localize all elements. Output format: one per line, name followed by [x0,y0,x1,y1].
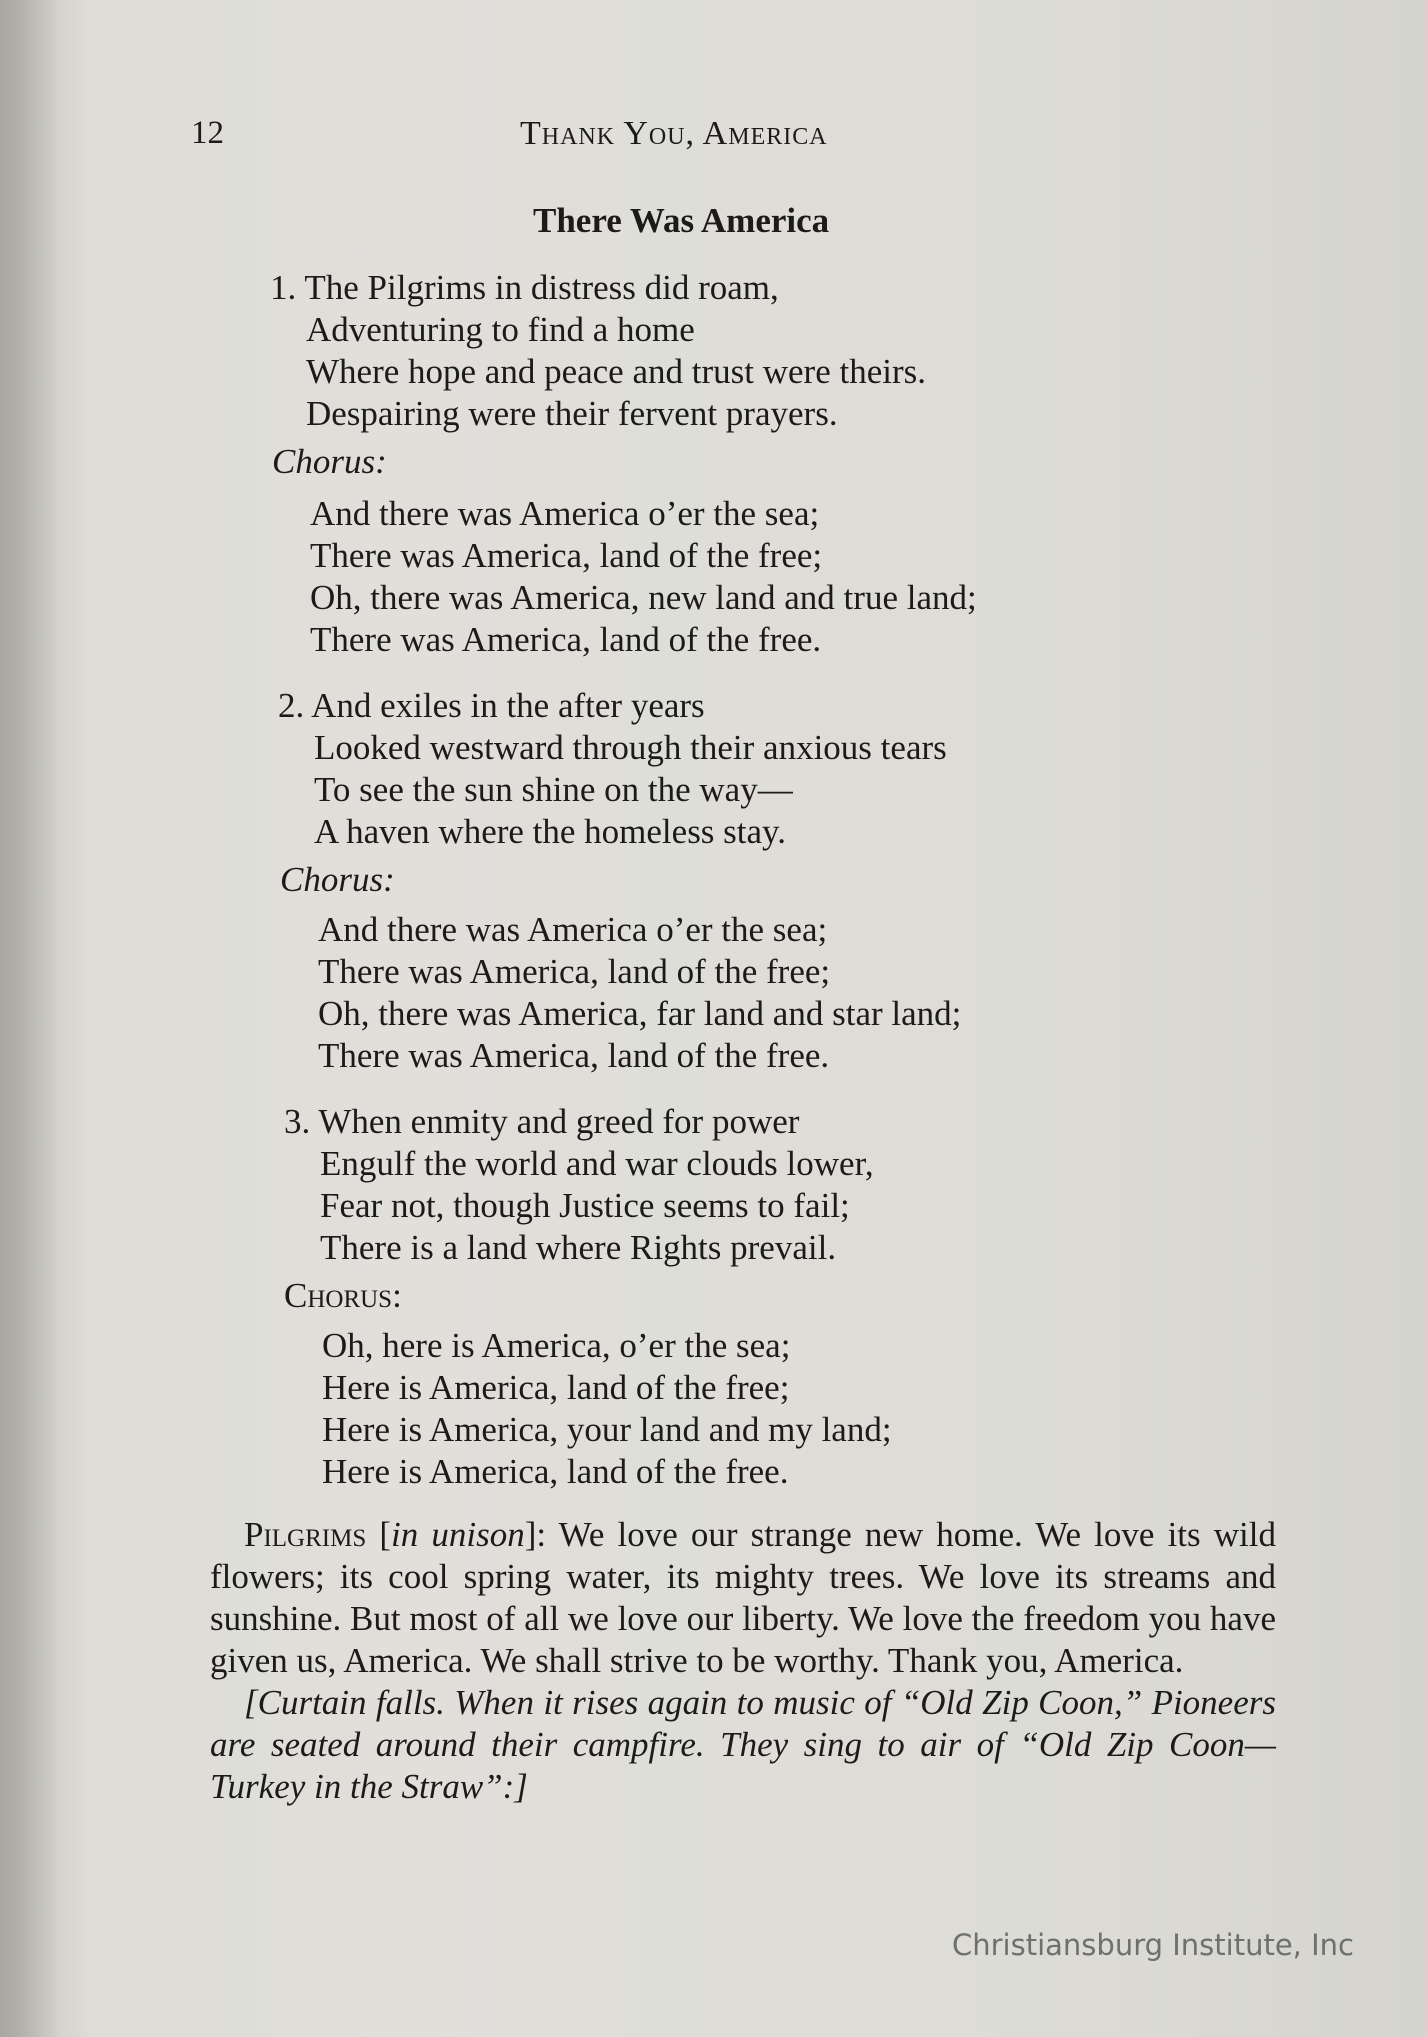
verse-1-line: Adventuring to find a home [306,310,695,349]
running-title: Thank You, America [520,115,828,152]
stage-direction: [Curtain falls. When it rises again to music of “Old Zip Coon,” Pioneers are seated around their campfire. They sing to air of “Old Zip Coon—Turkey in the Straw”:] [210,1683,1276,1806]
verse-3-line: There is a land where Rights prevail. [320,1228,837,1267]
verse-2-line: To see the sun shine on the way— [314,770,793,809]
chorus-1-line: Oh, there was America, new land and true land; [310,578,977,617]
verse-3-line: Fear not, though Justice seems to fail; [320,1186,850,1225]
chorus-2-line: Oh, there was America, far land and star land; [318,994,962,1033]
verse-3-line: Engulf the world and war clouds lower, [320,1144,874,1183]
verse-1-line: Where hope and peace and trust were theirs. [306,352,926,391]
chorus-1-label: Chorus: [272,442,387,481]
chorus-1-line: There was America, land of the free; [310,536,823,575]
verse-2-line: Looked westward through their anxious tears [314,728,947,767]
verse-2-line: 2. And exiles in the after years [278,686,705,725]
chorus-3-label: Chorus: [284,1276,402,1315]
dialogue-block [210,1514,1276,1808]
chorus-2-line: And there was America o’er the sea; [318,910,828,949]
verse-3-line: 3. When enmity and greed for power [284,1102,800,1141]
chorus-2-label: Chorus: [280,860,395,899]
verse-1-line: Despairing were their fervent prayers. [306,394,838,433]
speech-text: : We love our strange new home. We love its wild flowers; its cool spring water, its mighty trees. We love its streams and sunshine. But most of all we love our liberty. We love the freedom you have given us, America. We shall strive to be worthy. Thank you, America. [210,1515,1276,1680]
chorus-3-line: Here is America, your land and my land; [322,1410,892,1449]
chorus-3-line: Here is America, land of the free. [322,1452,789,1491]
speaker-name: Pilgrims [244,1515,367,1554]
page-spine-shadow [0,0,60,2037]
song-title: There Was America [533,201,830,240]
chorus-3-line: Here is America, land of the free; [322,1368,790,1407]
page-number: 12 [191,115,224,151]
stage-cue: in unison [391,1515,525,1554]
chorus-2-line: There was America, land of the free; [318,952,831,991]
watermark: Christiansburg Institute, Inc [952,1928,1354,1962]
chorus-1-line: And there was America o’er the sea; [310,494,820,533]
chorus-1-line: There was America, land of the free. [310,620,822,659]
chorus-2-line: There was America, land of the free. [318,1036,830,1075]
chorus-3-line: Oh, here is America, o’er the sea; [322,1326,791,1365]
verse-1-line: 1. The Pilgrims in distress did roam, [270,268,779,307]
dialogue-paragraph: Pilgrims [in unison]: We love our strange new home. We love its wild flowers; its cool spring water, its mighty trees. We love its streams and sunshine. But most of all we love our liberty. We love the freedom you have given us, America. We shall strive to be worthy. Thank you, America. [210,1515,1276,1680]
verse-2-line: A haven where the homeless stay. [314,812,787,851]
